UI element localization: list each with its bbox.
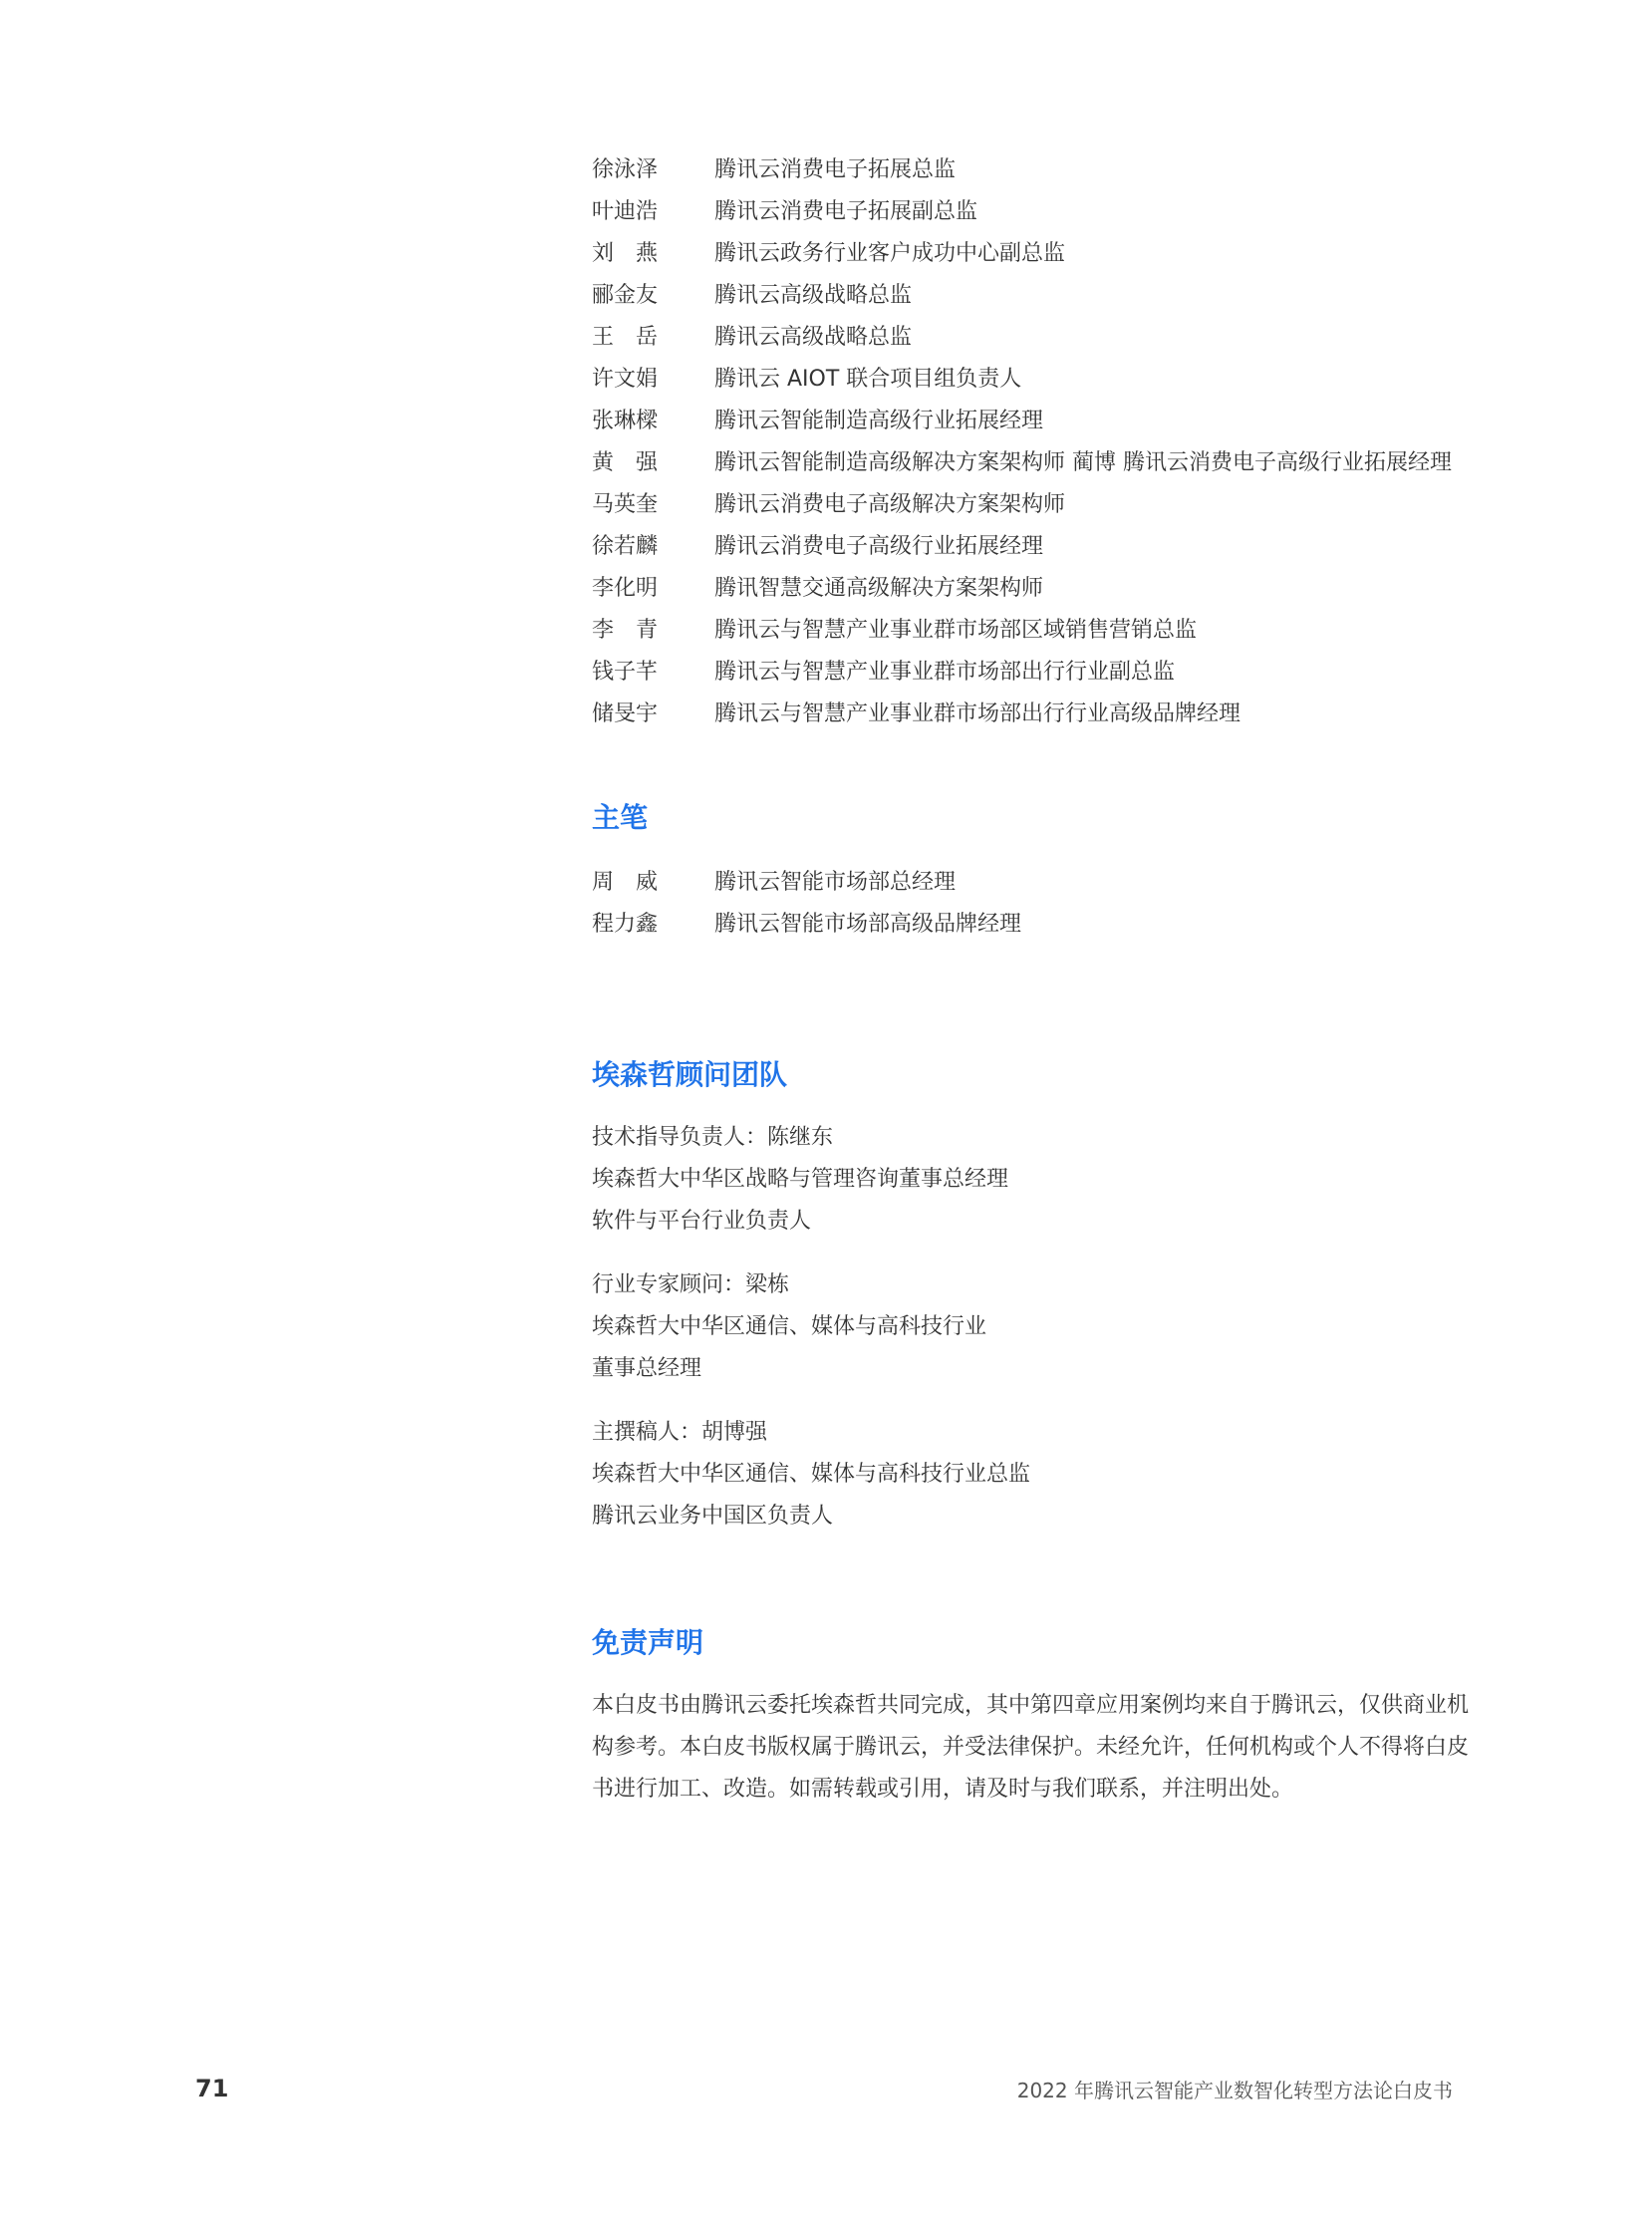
editors-section-title: 主笔 <box>592 801 649 834</box>
editor-row <box>592 862 1489 904</box>
contributor-role: 腾讯云消费电子高级行业拓展经理 <box>714 534 1044 559</box>
contributor-role: 腾讯云与智慧产业事业群市场部出行行业高级品牌经理 <box>714 701 1241 726</box>
advisory-group <box>592 1117 1489 1243</box>
contributor-name: 马英奎 <box>592 492 659 517</box>
contributor-role: 腾讯云智能制造高级解决方案架构师 蔺博 腾讯云消费电子高级行业拓展经理 <box>714 450 1452 475</box>
contributor-row <box>592 233 1489 275</box>
advisory-line: 主撰稿人：胡博强 <box>592 1420 768 1445</box>
contributor-name: 徐若麟 <box>592 534 659 559</box>
contributor-row <box>592 652 1489 694</box>
advisory-line: 埃森哲大中华区通信、媒体与高科技行业 <box>592 1314 987 1339</box>
contributor-row <box>592 149 1489 191</box>
contributor-name: 储旻宇 <box>592 701 659 726</box>
contributor-row <box>592 526 1489 568</box>
contributor-row <box>592 191 1489 233</box>
contributor-name: 徐泳泽 <box>592 157 659 182</box>
contributor-role: 腾讯智慧交通高级解决方案架构师 <box>714 576 1044 601</box>
editor-role: 腾讯云智能市场部高级品牌经理 <box>714 912 1022 937</box>
advisory-group <box>592 1264 1489 1390</box>
contributor-role: 腾讯云与智慧产业事业群市场部出行行业副总监 <box>714 660 1176 685</box>
contributor-row <box>592 694 1489 735</box>
advisory-line: 腾讯云业务中国区负责人 <box>592 1504 834 1529</box>
advisory-line: 技术指导负责人：陈继东 <box>592 1125 834 1150</box>
contributor-role: 腾讯云消费电子拓展副总监 <box>714 199 978 224</box>
contributor-role: 腾讯云与智慧产业事业群市场部区域销售营销总监 <box>714 618 1198 643</box>
contributor-role: 腾讯云消费电子高级解决方案架构师 <box>714 492 1066 517</box>
editors-list <box>592 862 1489 946</box>
page-content <box>592 149 1489 1832</box>
contributor-name: 王 岳 <box>592 325 659 350</box>
contributor-row <box>592 610 1489 652</box>
contributor-row <box>592 442 1489 484</box>
contributor-row <box>592 568 1489 610</box>
contributor-row <box>592 484 1489 526</box>
page-footer <box>195 2071 1453 2106</box>
disclaimer-section-title: 免责声明 <box>592 1626 704 1659</box>
advisory-line: 埃森哲大中华区战略与管理咨询董事总经理 <box>592 1167 1009 1192</box>
page-number: 71 <box>195 2075 229 2102</box>
contributors-list <box>592 149 1489 735</box>
contributor-name: 许文娟 <box>592 367 659 392</box>
editor-row <box>592 904 1489 946</box>
footer-document-title: 2022 年腾讯云智能产业数智化转型方法论白皮书 <box>1016 2078 1453 2102</box>
contributor-name: 张琳樑 <box>592 409 659 433</box>
contributor-role: 腾讯云消费电子拓展总监 <box>714 157 957 182</box>
advisory-line: 埃森哲大中华区通信、媒体与高科技行业总监 <box>592 1462 1031 1487</box>
editor-name: 周 威 <box>592 870 659 895</box>
contributor-name: 李 青 <box>592 618 659 643</box>
advisory-group <box>592 1412 1489 1537</box>
advisory-team-body <box>592 1117 1489 1537</box>
editor-name: 程力鑫 <box>592 912 659 937</box>
contributor-row <box>592 275 1489 317</box>
advisory-line: 软件与平台行业负责人 <box>592 1209 812 1234</box>
disclaimer-paragraph: 本白皮书由腾讯云委托埃森哲共同完成，其中第四章应用案例均来自于腾讯云，仅供商业机构参考。本白皮书版权属于腾讯云，并受法律保护。未经允许，任何机构或个人不得将白皮书进行加工、改造。如需转载或引用，请及时与我们联系，并注明出处。 <box>592 1693 1470 1802</box>
contributor-row <box>592 401 1489 442</box>
contributor-name: 郦金友 <box>592 283 659 308</box>
advisory-line: 董事总经理 <box>592 1356 702 1381</box>
editor-role: 腾讯云智能市场部总经理 <box>714 870 957 895</box>
contributor-name: 黄 强 <box>592 450 659 475</box>
contributor-role: 腾讯云高级战略总监 <box>714 325 913 350</box>
contributor-name: 刘 燕 <box>592 241 659 266</box>
contributor-role: 腾讯云 AIOT 联合项目组负责人 <box>714 367 1022 392</box>
advisory-team-section-title: 埃森哲顾问团队 <box>592 1058 788 1091</box>
contributor-role: 腾讯云政务行业客户成功中心副总监 <box>714 241 1066 266</box>
contributor-role: 腾讯云高级战略总监 <box>714 283 913 308</box>
contributor-name: 钱子芊 <box>592 660 659 685</box>
contributor-role: 腾讯云智能制造高级行业拓展经理 <box>714 409 1044 433</box>
contributor-name: 李化明 <box>592 576 659 601</box>
contributor-row <box>592 317 1489 359</box>
contributor-name: 叶迪浩 <box>592 199 659 224</box>
contributor-row <box>592 359 1489 401</box>
advisory-line: 行业专家顾问：梁栋 <box>592 1272 790 1297</box>
